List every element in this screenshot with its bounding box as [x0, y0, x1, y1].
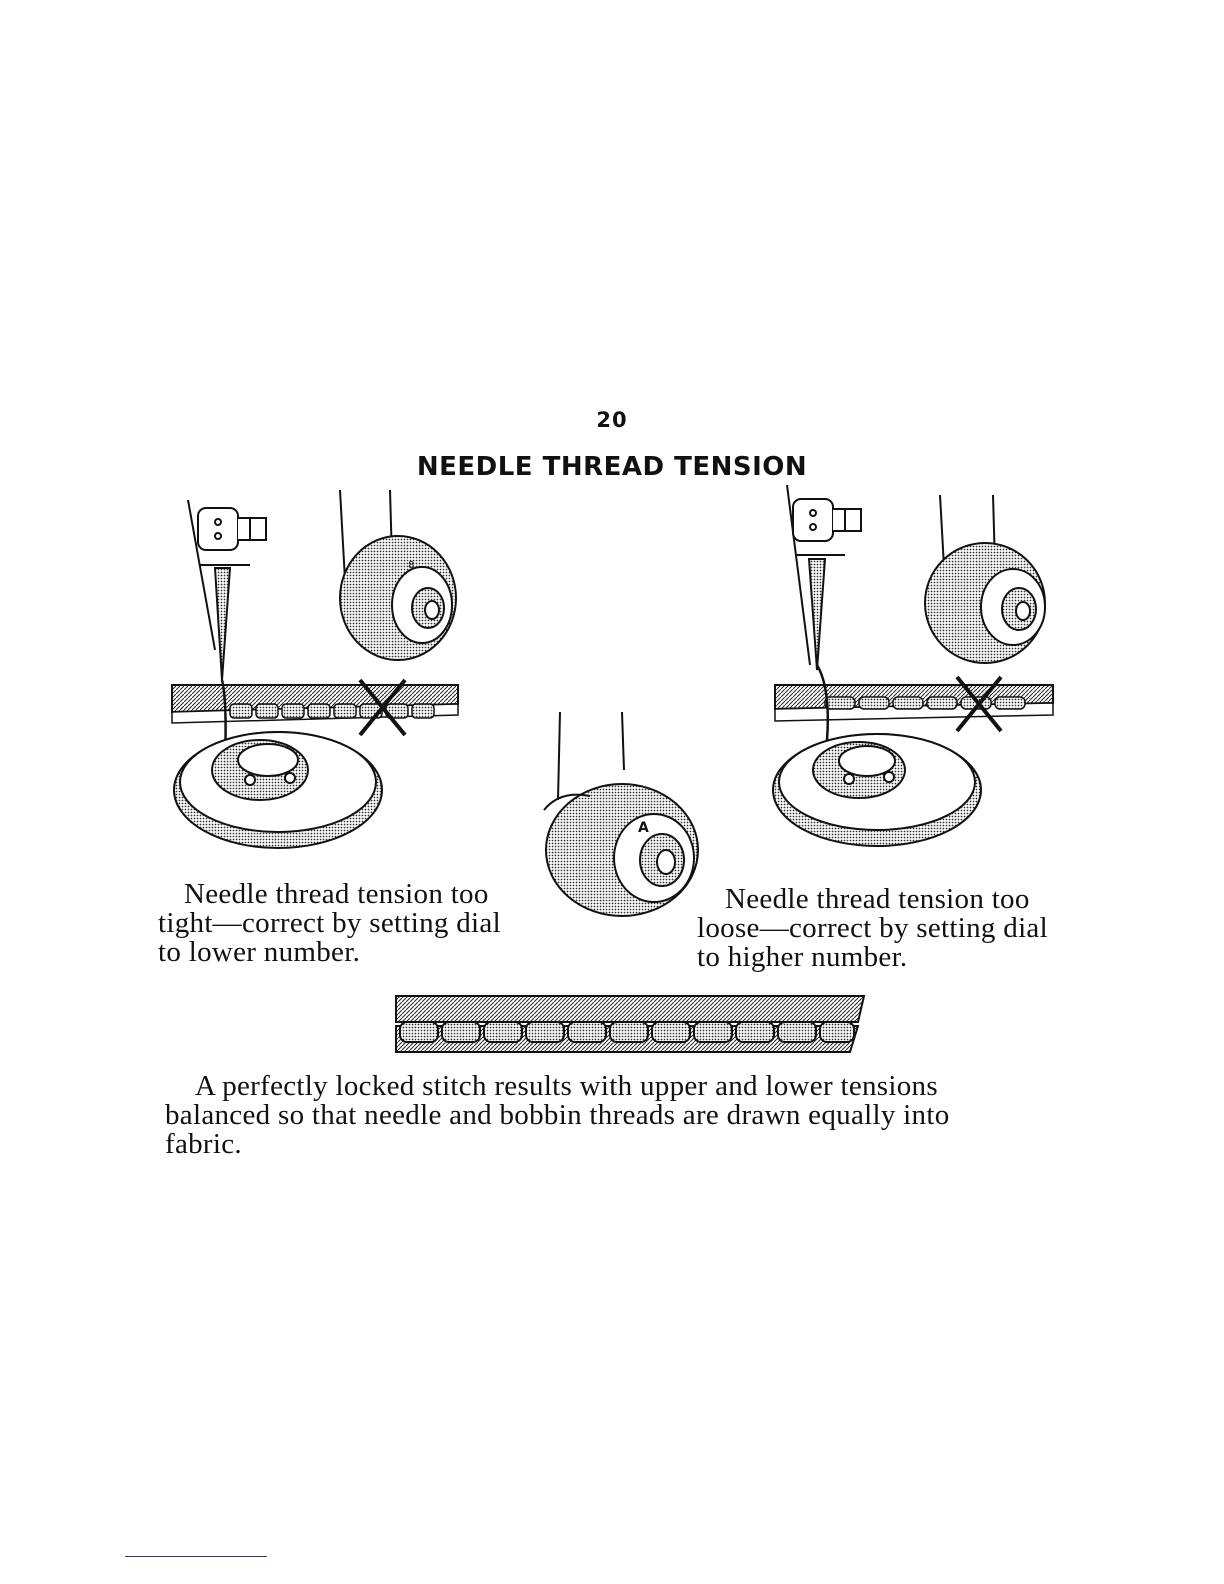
caption-line: to higher number. — [697, 941, 908, 973]
body-line: A perfectly locked stitch results with upper and lower tensions — [195, 1070, 938, 1102]
center-tension-dial-illustration — [530, 710, 710, 920]
body-line: fabric. — [165, 1128, 242, 1160]
svg-text:8: 8 — [408, 560, 415, 571]
body-paragraph — [165, 1072, 950, 1159]
bobbin-case-icon — [773, 734, 981, 846]
balanced-stitch-illustration — [390, 990, 870, 1060]
presser-foot-icon — [787, 485, 861, 670]
loose-tension-illustration — [765, 485, 1065, 865]
caption-line: to lower number. — [158, 936, 361, 968]
caption-tight — [158, 880, 501, 967]
caption-line: tight—correct by setting dial — [158, 907, 501, 939]
caption-line: Needle thread tension too — [184, 878, 489, 910]
page-title: NEEDLE THREAD TENSION — [416, 452, 808, 482]
caption-loose — [697, 885, 1048, 972]
presser-foot-icon — [188, 500, 266, 680]
caption-line: loose—correct by setting dial — [697, 912, 1048, 944]
bobbin-case-icon — [174, 732, 382, 848]
dial-mark: A — [638, 820, 649, 836]
tension-dial-icon — [340, 490, 456, 660]
page-number: 20 — [596, 408, 628, 432]
body-line: balanced so that needle and bobbin threads are drawn equally into — [165, 1099, 950, 1131]
footer-rule — [125, 1556, 267, 1557]
tension-dial-icon — [925, 495, 1045, 663]
tight-tension-illustration — [160, 490, 480, 870]
caption-line: Needle thread tension too — [725, 883, 1030, 915]
